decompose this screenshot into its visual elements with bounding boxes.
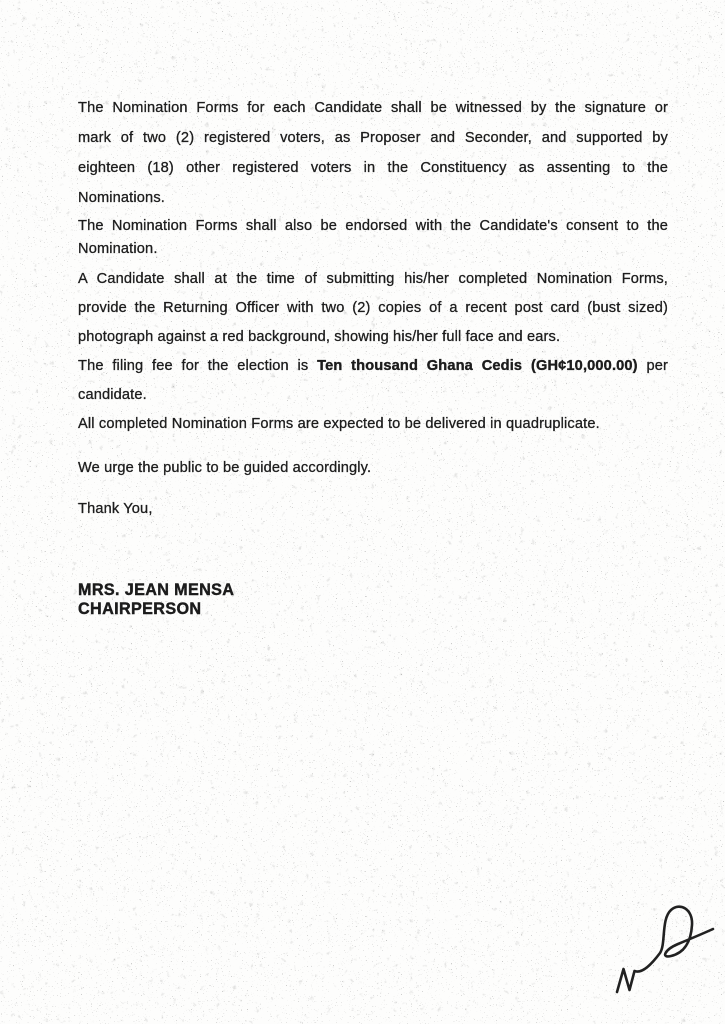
text-line: Thank You, — [78, 501, 153, 517]
paragraph-photograph-requirement — [78, 265, 668, 352]
closing-line — [78, 495, 668, 524]
paragraph-quadruplicate — [78, 410, 668, 439]
paragraph-public-guidance — [78, 454, 668, 483]
text-line: All completed Nomination Forms are expected to be delivered in quadruplicate. — [78, 416, 600, 432]
text-line: The Nomination Forms for each Candidate shall be witnessed by the signature or — [78, 100, 668, 116]
filing-fee-suffix: per — [637, 358, 668, 374]
paragraph-candidate-consent — [78, 215, 668, 260]
letter-body — [78, 93, 668, 618]
filing-fee-amount: Ten thousand Ghana Cedis (GH¢10,000.00) — [317, 358, 638, 374]
paragraph-filing-fee — [78, 352, 668, 410]
filing-fee-prefix: The filing fee for the election is — [78, 358, 318, 374]
text-line — [78, 352, 668, 381]
text-line: provide the Returning Officer with two (2) copies of a recent post card (bust sized) — [78, 300, 668, 316]
signatory-block — [78, 581, 668, 618]
text-line: The Nomination Forms shall also be endorsed with the Candidate's consent to the — [78, 218, 668, 234]
text-line: Nominations. — [78, 190, 165, 206]
text-line: A Candidate shall at the time of submitting his/her completed Nomination Forms, — [78, 271, 668, 287]
text-line: Nomination. — [78, 240, 158, 257]
paragraph-nomination-witness — [78, 93, 668, 213]
text-line: eighteen (18) other registered voters in the Constituency as assenting to the — [78, 160, 668, 176]
signature-icon — [600, 885, 725, 1010]
text-line: mark of two (2) registered voters, as Proposer and Seconder, and supported by — [78, 130, 668, 146]
text-line: We urge the public to be guided accordingly. — [78, 460, 372, 476]
text-line: photograph against a red background, showing his/her full face and ears. — [78, 329, 561, 345]
signatory-name: MRS. JEAN MENSA — [78, 581, 235, 599]
text-line: candidate. — [78, 387, 147, 403]
signatory-title: CHAIRPERSON — [78, 599, 202, 618]
